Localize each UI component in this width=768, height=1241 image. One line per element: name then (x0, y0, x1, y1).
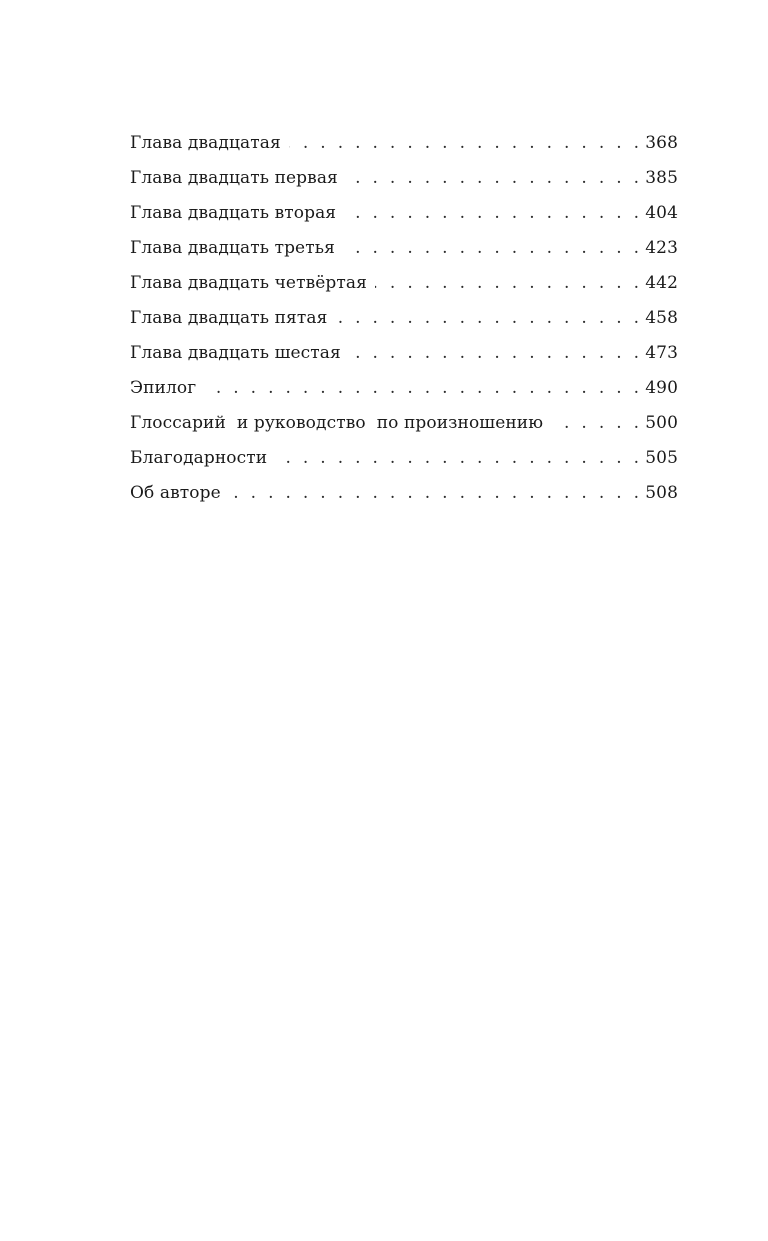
toc-entry (130, 161, 678, 196)
toc-entry-page: 500 (645, 413, 678, 433)
dot-leader (204, 371, 639, 406)
toc-entry (130, 441, 678, 476)
toc-entry-page: 442 (645, 273, 678, 293)
toc-entry-page: 505 (645, 448, 678, 468)
toc-entry-title: Глава двадцать четвёртая (130, 273, 367, 293)
dot-leader (551, 406, 639, 441)
toc-entry (130, 196, 678, 231)
toc-entry-title: Глава двадцать вторая (130, 203, 337, 223)
toc-entry-title: Благодарности (130, 448, 268, 468)
dot-leader (289, 126, 639, 161)
toc-entry-title: Глава двадцатая (130, 133, 281, 153)
dot-leader (349, 336, 639, 371)
toc-entry-page: 473 (645, 343, 678, 363)
toc-entry-title: Эпилог (130, 378, 197, 398)
toc-entry (130, 266, 678, 301)
toc-entry-title: Глава двадцать шестая (130, 343, 341, 363)
toc-entry-page: 458 (645, 308, 678, 328)
toc-entry (130, 301, 678, 336)
toc-entry-title: Глоссарий и руководство по произношению (130, 413, 544, 433)
toc-entry-title: Глава двадцать пятая (130, 308, 328, 328)
dot-leader (229, 476, 639, 511)
toc-entry-title: Об авторе (130, 483, 221, 503)
toc-entry-page: 423 (645, 238, 678, 258)
dot-leader (335, 301, 639, 336)
dot-leader (344, 196, 639, 231)
toc-entry (130, 371, 678, 406)
dot-leader (343, 231, 639, 266)
toc-entry-title: Глава двадцать первая (130, 168, 338, 188)
toc-entry (130, 336, 678, 371)
dot-leader (346, 161, 639, 196)
table-of-contents (130, 126, 678, 511)
toc-entry (130, 406, 678, 441)
dot-leader (275, 441, 639, 476)
toc-entry-page: 368 (645, 133, 678, 153)
dot-leader (375, 266, 639, 301)
toc-entry-page: 508 (645, 483, 678, 503)
toc-entry (130, 126, 678, 161)
toc-entry-page: 490 (645, 378, 678, 398)
toc-entry (130, 231, 678, 266)
toc-entry-title: Глава двадцать третья (130, 238, 335, 258)
toc-entry-page: 385 (645, 168, 678, 188)
toc-entry (130, 476, 678, 511)
toc-entry-page: 404 (645, 203, 678, 223)
